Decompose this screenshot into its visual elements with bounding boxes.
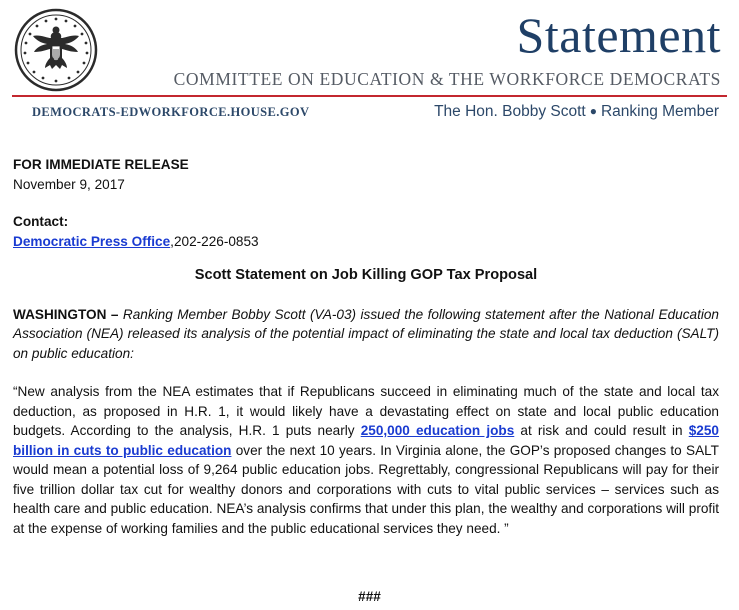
release-date: November 9, 2017 — [13, 176, 125, 192]
end-mark: ### — [358, 589, 381, 604]
statement-headline: Scott Statement on Job Killing GOP Tax Proposal — [194, 267, 538, 283]
quote-text-3: over the next 10 years. In Virginia alone, the GOP’s proposed changes to SALT would mean a potential loss of 9,264 public education jobs. Regrettably, congressional Republicans will pay for their five trillion dollar tax cut for wealthy donors and corporations with cuts to vital public services – services such as health care and public education. NEA’s analysis confirms that under this plan, the wealthy and corporations will profit at the expense of working families and the public educational services they need. ” — [13, 442, 719, 536]
quote-text-2: at risk and could result in — [514, 423, 689, 438]
dateline: WASHINGTON – — [13, 306, 123, 322]
header-divider — [12, 95, 727, 97]
statement-title: Statement — [516, 7, 721, 63]
contact-line — [13, 232, 719, 252]
release-label: FOR IMMEDIATE RELEASE — [13, 157, 189, 172]
contact-label: Contact: — [13, 214, 69, 229]
intro-text: Ranking Member Bobby Scott (VA-03) issued the following statement after the National Education Association (NEA) released its analysis of the potential impact of eliminating the state and local tax deduction (SALT) on public education: — [13, 306, 719, 361]
education-cuts-link[interactable]: $250 billion in cuts to public education — [13, 423, 719, 458]
committee-name: COMMITTEE ON EDUCATION & THE WORKFORCE DEMOCRATS — [173, 69, 721, 89]
ranking-member-line — [434, 101, 719, 122]
bullet-separator: ● — [589, 104, 597, 118]
press-release-body — [13, 155, 719, 538]
member-name: The Hon. Bobby Scott — [434, 103, 586, 120]
quote-text-1: “New analysis from the NEA estimates that if Republicans succeed in eliminating much of the state and local tax deduction, as proposed in H.R. 1, it would likely have a devastating effect on state and local public education budgets. According to the analysis, H.R. 1 puts nearly — [13, 384, 719, 438]
website-url: DEMOCRATS-EDWORKFORCE.HOUSE.GOV — [32, 105, 310, 119]
intro-paragraph — [13, 305, 719, 364]
contact-phone: ,202-226-0853 — [170, 233, 259, 249]
education-jobs-link[interactable]: 250,000 education jobs — [360, 423, 515, 438]
congressional-seal-logo — [14, 8, 98, 92]
press-office-link[interactable]: Democratic Press Office — [13, 233, 171, 249]
quote-paragraph — [13, 382, 719, 538]
member-role: Ranking Member — [600, 103, 719, 120]
